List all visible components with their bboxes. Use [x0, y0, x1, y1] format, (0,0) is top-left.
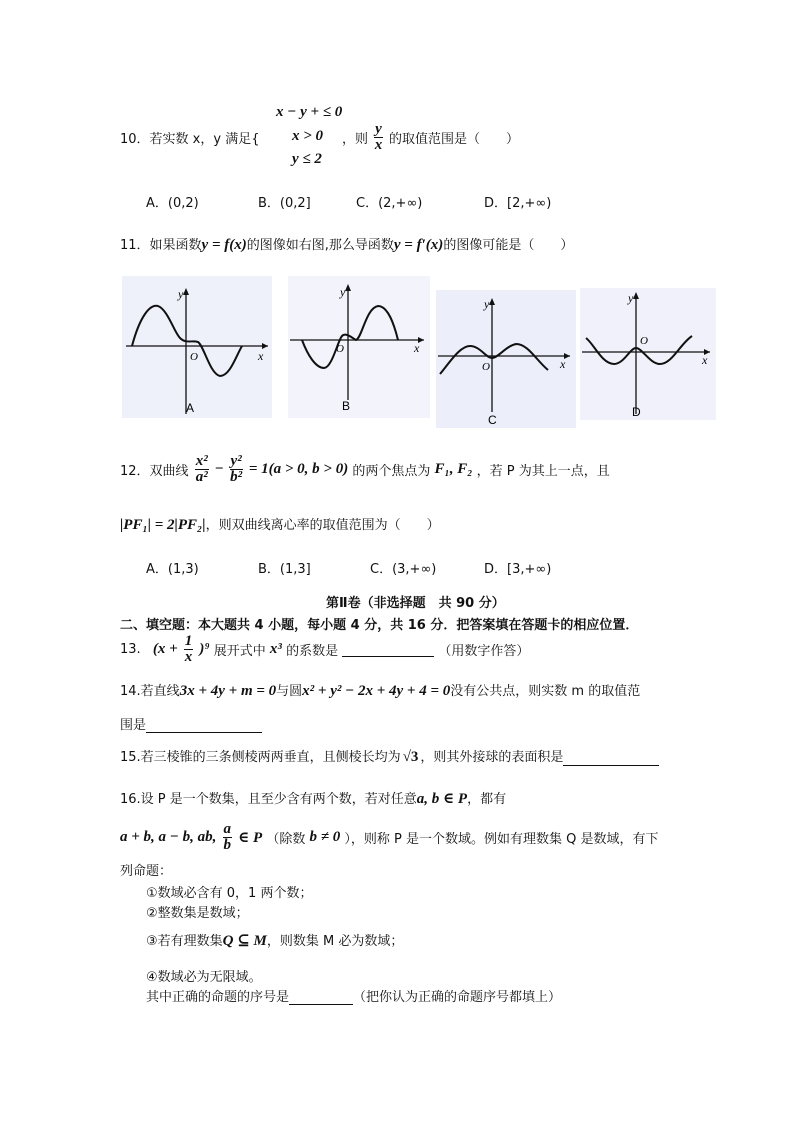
- q11-func: y = f(x): [201, 237, 247, 253]
- q10-mid: ，则: [342, 132, 369, 147]
- q11-suffix: 的图像可能是（ ）: [443, 238, 574, 253]
- q12-frac-x-den: a²: [195, 469, 208, 485]
- graph-b-x-label: x: [414, 341, 420, 355]
- q10-frac-num: y: [375, 121, 382, 137]
- q12-minus: −: [214, 461, 224, 477]
- q10-option-d: D．[2,+∞): [484, 196, 552, 211]
- graph-b-origin: O: [336, 343, 344, 355]
- q12-option-a: A．(1,3): [146, 562, 199, 577]
- q16-item-3: [146, 930, 403, 950]
- graph-c-y-label: y: [484, 297, 490, 311]
- q16-line1-text: 16.设 P 是一个数集，且至少含有两个数，若对任意: [120, 792, 417, 807]
- q16-item3-pre: ③若有理数集: [146, 934, 223, 949]
- q12-option-c: C．(3,+∞): [370, 562, 437, 577]
- q14-suffix: 没有公共点，则实数 m 的取值范: [450, 684, 641, 699]
- graph-a-bg: [122, 276, 272, 418]
- q16-frac-num: a: [223, 821, 232, 837]
- q12-line2-math: |PF₁| = 2|PF₂|: [120, 517, 206, 533]
- q16-frac-den: b: [223, 837, 232, 853]
- q16-answer-blank[interactable]: [289, 990, 353, 1005]
- graph-a-x-label: x: [258, 349, 264, 363]
- q13-frac-num: 1: [184, 633, 193, 649]
- graph-d-x-label: x: [702, 353, 708, 367]
- q12-frac-x: [195, 454, 209, 485]
- q12-line2-text: ，则双曲线离心率的取值范围为（ ）: [205, 518, 440, 533]
- q16-line2-tail: ），则称 P 是一个数域。例如有理数集 Q 是数域，有下: [344, 832, 659, 847]
- q12-frac-x-num: x²: [195, 453, 208, 469]
- q13-expr-close: )⁹: [199, 641, 210, 657]
- q16-line2-math2: ∈ P: [238, 830, 263, 846]
- q16-item3-post: ，则数集 M 必为数域；: [266, 934, 404, 949]
- graph-a-y-label: y: [178, 287, 184, 301]
- q11-prefix: 11．如果函数: [120, 238, 202, 253]
- part2-title: 第Ⅱ卷（非选择题 共 90 分）: [326, 596, 505, 611]
- q13-stem: [120, 634, 529, 665]
- graph-a-label: A: [186, 401, 195, 415]
- q16-line1-tail: ，都有: [467, 792, 507, 807]
- q10-option-b: B．(0,2]: [258, 196, 311, 211]
- q12-mid: 的两个焦点为: [352, 464, 431, 479]
- q10-suffix: 的取值范围是（ ）: [388, 132, 519, 147]
- q10-frac-den: x: [374, 137, 383, 153]
- graph-d-origin: O: [640, 335, 648, 347]
- graph-b-y-label: y: [340, 285, 346, 299]
- q12-option-d: D．[3,+∞): [484, 562, 552, 577]
- q12-stem: [120, 454, 610, 485]
- q14-line: 3x + 4y + m = 0: [179, 683, 277, 699]
- q10-condition-1: x − y + ≤ 0: [276, 104, 343, 120]
- q16-line1: [120, 788, 506, 808]
- q16-fraction: [223, 822, 233, 853]
- q12-frac-y-num: y²: [230, 453, 242, 469]
- graph-c: [436, 290, 576, 428]
- q11-deriv: y = f′(x): [393, 237, 444, 253]
- q14-prefix: 14.若直线: [120, 684, 180, 699]
- q10-condition-3: y ≤ 2: [292, 151, 322, 167]
- q12-line2: [120, 514, 440, 534]
- q10-condition-2: x > 0: [292, 128, 324, 144]
- q15-answer-blank[interactable]: [563, 751, 659, 766]
- q15-value: √3: [402, 749, 419, 765]
- graph-d-y-label: y: [628, 291, 634, 305]
- q13-expr-open: (x +: [152, 641, 178, 657]
- section2-heading: 二、填空题：本大题共 4 小题，每小题 4 分，共 16 分．把答案填在答题卡的相应位置．: [120, 618, 639, 633]
- q10-prefix: 10．若实数 x，y 满足{: [120, 132, 260, 147]
- graph-a-origin: O: [190, 351, 198, 363]
- q12-foci: F₁, F₂: [434, 461, 473, 477]
- q16-last-pre: 其中正确的命题的序号是: [146, 990, 290, 1005]
- q10-stem: [120, 128, 259, 147]
- q14-line2: [120, 714, 262, 733]
- q15-suffix: ，则其外接球的表面积是: [420, 750, 564, 765]
- q14-line2-text: 围是: [120, 718, 147, 733]
- q14-stem: [120, 680, 640, 700]
- q14-circle: x² + y² − 2x + 4y + 4 = 0: [302, 683, 451, 699]
- q10-fraction: [374, 122, 383, 153]
- graph-c-origin: O: [482, 361, 490, 373]
- q12-option-b: B．(1,3]: [258, 562, 311, 577]
- q13-fraction: [184, 634, 194, 665]
- q13-suffix: 的系数是: [286, 644, 339, 659]
- q16-last-post: （把你认为正确的命题序号都填上）: [353, 990, 562, 1005]
- q16-item-1: ①数域必含有 0，1 两个数；: [146, 886, 313, 901]
- q16-line1-math: a, b ∈ P: [416, 791, 468, 807]
- q16-line2-math3: b ≠ 0: [309, 829, 341, 845]
- q13-answer-blank[interactable]: [342, 642, 434, 657]
- q12-suffix: ，若 P 为其上一点，且: [476, 464, 610, 479]
- q14-mid: 与圆: [276, 684, 303, 699]
- q10-option-a: A．(0,2): [146, 196, 199, 211]
- q16-item-4: ④数域必为无限域。: [146, 970, 262, 985]
- q12-frac-y-den: b²: [230, 469, 243, 485]
- graph-d-label: D: [632, 405, 641, 419]
- q12-frac-y: [230, 454, 243, 485]
- q16-item-2: ②整数集是数域；: [146, 906, 249, 921]
- q11-mid: 的图像如右图,那么导函数: [246, 238, 394, 253]
- q13-frac-den: x: [184, 649, 193, 665]
- q12-prefix: 12．双曲线: [120, 464, 189, 479]
- q15-text: 15.若三棱锥的三条侧棱两两垂直，且侧棱长均为: [120, 750, 401, 765]
- graph-a: [122, 276, 272, 418]
- q11-stem: [120, 234, 573, 254]
- q16-line2: [120, 822, 658, 853]
- q13-mid: 展开式中: [213, 644, 266, 659]
- q14-answer-blank[interactable]: [146, 718, 262, 733]
- graph-b: [288, 276, 430, 418]
- q10-option-c: C．(2,+∞): [356, 196, 423, 211]
- graph-b-bg: [288, 276, 430, 418]
- graph-b-label: B: [342, 399, 351, 413]
- q16-line2-math1: a + b, a − b, ab,: [120, 829, 217, 845]
- graph-c-label: C: [488, 413, 497, 427]
- graph-d: [580, 288, 716, 420]
- q13-tail: （用数字作答）: [438, 644, 530, 659]
- graph-c-x-label: x: [560, 357, 566, 371]
- q16-line3: 列命题：: [120, 864, 173, 879]
- q12-eq-tail: = 1(a > 0, b > 0): [248, 461, 349, 477]
- q10-stem-right: [342, 122, 519, 153]
- graph-c-bg: [436, 290, 576, 428]
- q15-stem: [120, 746, 659, 766]
- q13-prefix: 13.: [120, 642, 141, 657]
- q16-answer-line: [146, 986, 561, 1005]
- q13-term: x³: [269, 641, 282, 657]
- q16-line2-mid: （除数: [266, 832, 306, 847]
- q16-item3-math: Q ⊆ M: [222, 933, 267, 949]
